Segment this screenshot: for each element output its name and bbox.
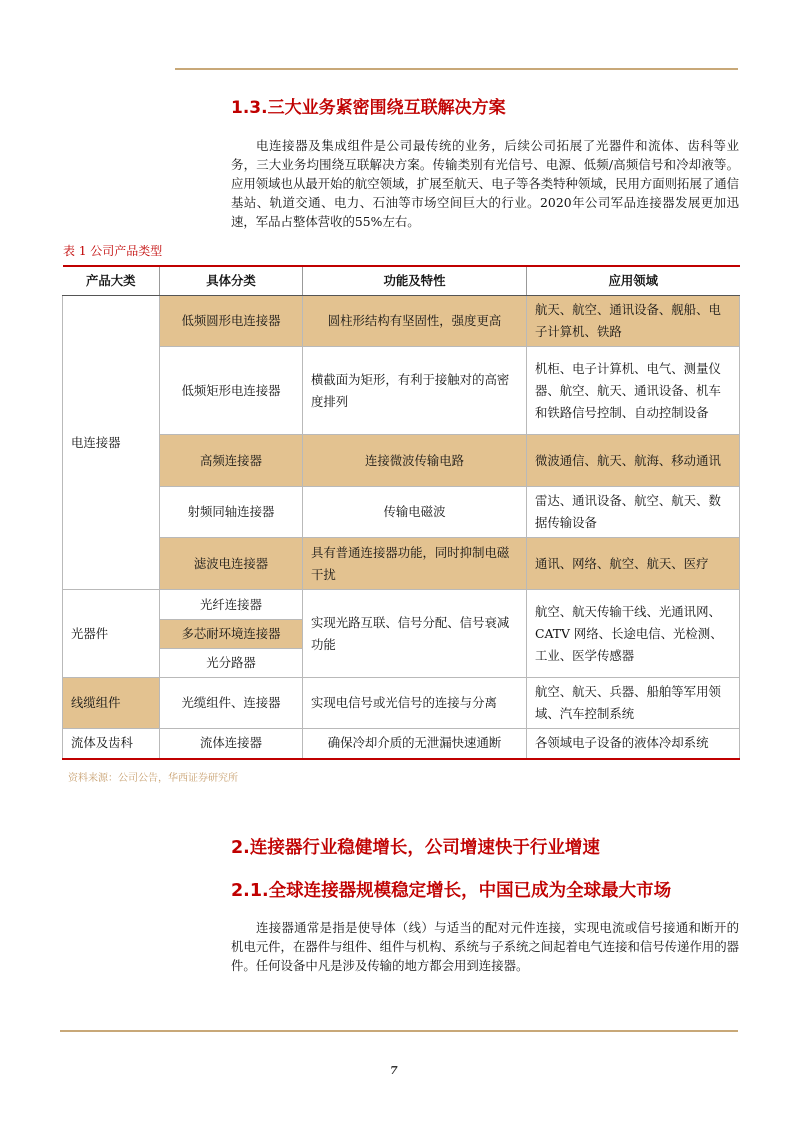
- row-sub: 低频矩形电连接器: [160, 347, 303, 435]
- section-2-1-title: 2.1.全球连接器规模稳定增长，中国已成为全球最大市场: [231, 881, 672, 901]
- header-category: 产品大类: [63, 266, 160, 296]
- row-app: 各领域电子设备的液体冷却系统: [527, 729, 740, 759]
- top-rule: [175, 68, 738, 70]
- header-subcategory: 具体分类: [160, 266, 303, 296]
- row-sub: 多芯耐环境连接器: [160, 620, 303, 649]
- row-func: 具有普通连接器功能，同时抑制电磁干扰: [303, 538, 527, 590]
- header-application: 应用领域: [527, 266, 740, 296]
- row-func: 实现电信号或光信号的连接与分离: [303, 678, 527, 729]
- section-2-title: 2.连接器行业稳健增长，公司增速快于行业增速: [231, 838, 600, 858]
- row-sub: 滤波电连接器: [160, 538, 303, 590]
- row-app: 航空、航天传输干线、光通讯网、CATV 网络、长途电信、光检测、工业、医学传感器: [527, 590, 740, 678]
- row-app: 微波通信、航天、航海、移动通讯: [527, 435, 740, 487]
- row-app: 航空、航天、兵器、船舶等军用领域、汽车控制系统: [527, 678, 740, 729]
- section-1-3-title: 1.3.三大业务紧密围绕互联解决方案: [231, 98, 506, 118]
- table-row: [63, 347, 740, 435]
- table-row: [63, 590, 740, 620]
- row-func: 实现光路互联、信号分配、信号衰减功能: [303, 590, 527, 678]
- table-row: [63, 296, 740, 347]
- category-electric: 电连接器: [63, 296, 160, 590]
- row-func: 横截面为矩形，有利于接触对的高密度排列: [303, 347, 527, 435]
- category-fluid: 流体及齿科: [63, 729, 160, 759]
- row-app: 雷达、通讯设备、航空、航天、数据传输设备: [527, 487, 740, 538]
- row-sub: 光分路器: [160, 649, 303, 678]
- category-cable: 线缆组件: [63, 678, 160, 729]
- row-func: 圆柱形结构有坚固性，强度更高: [303, 296, 527, 347]
- row-sub: 高频连接器: [160, 435, 303, 487]
- section-2-1-paragraph: 连接器通常是指是使导体（线）与适当的配对元件连接，实现电流或信号接通和断开的机电元件，在器件与组件、组件与机构、系统与子系统之间起着电气连接和信号传递作用的器件。任何设备中凡是涉及传输的地方都会用到连接器。: [231, 920, 740, 973]
- table-row: [63, 487, 740, 538]
- table-row: [63, 729, 740, 759]
- header-function: 功能及特性: [303, 266, 527, 296]
- category-optical: 光器件: [63, 590, 160, 678]
- row-sub: 光缆组件、连接器: [160, 678, 303, 729]
- row-sub: 低频圆形电连接器: [160, 296, 303, 347]
- bottom-rule: [60, 1030, 738, 1032]
- table-source: 资料来源：公司公告，华西证券研究所: [68, 773, 238, 784]
- row-sub: 光纤连接器: [160, 590, 303, 620]
- row-app: 航天、航空、通讯设备、舰船、电子计算机、铁路: [527, 296, 740, 347]
- row-sub: 流体连接器: [160, 729, 303, 759]
- table-caption: 表 1 公司产品类型: [63, 244, 163, 258]
- table-row: [63, 435, 740, 487]
- row-func: 传输电磁波: [303, 487, 527, 538]
- table-row: [63, 678, 740, 729]
- row-app: 机柜、电子计算机、电气、测量仪器、航空、航天、通讯设备、机车和铁路信号控制、自动控制设备: [527, 347, 740, 435]
- row-sub: 射频同轴连接器: [160, 487, 303, 538]
- table-row: [63, 538, 740, 590]
- row-func: 连接微波传输电路: [303, 435, 527, 487]
- table-header-row: [63, 266, 740, 296]
- section-1-3-paragraph: 电连接器及集成组件是公司最传统的业务，后续公司拓展了光器件和流体、齿科等业务，三大业务均围绕互联解决方案。传输类别有光信号、电源、低频/高频信号和冷却液等。应用领域也从最开始的航空领域，扩展至航天、电子等各类特种领域，民用方面则拓展了通信基站、轨道交通、电力、石油等市场空间巨大的行业。2020年公司军品连接器发展更加迅速，军品占整体营收的55%左右。: [231, 138, 740, 229]
- row-app: 通讯、网络、航空、航天、医疗: [527, 538, 740, 590]
- page-number: 7: [390, 1064, 398, 1077]
- product-type-table: [62, 265, 740, 760]
- row-func: 确保冷却介质的无泄漏快速通断: [303, 729, 527, 759]
